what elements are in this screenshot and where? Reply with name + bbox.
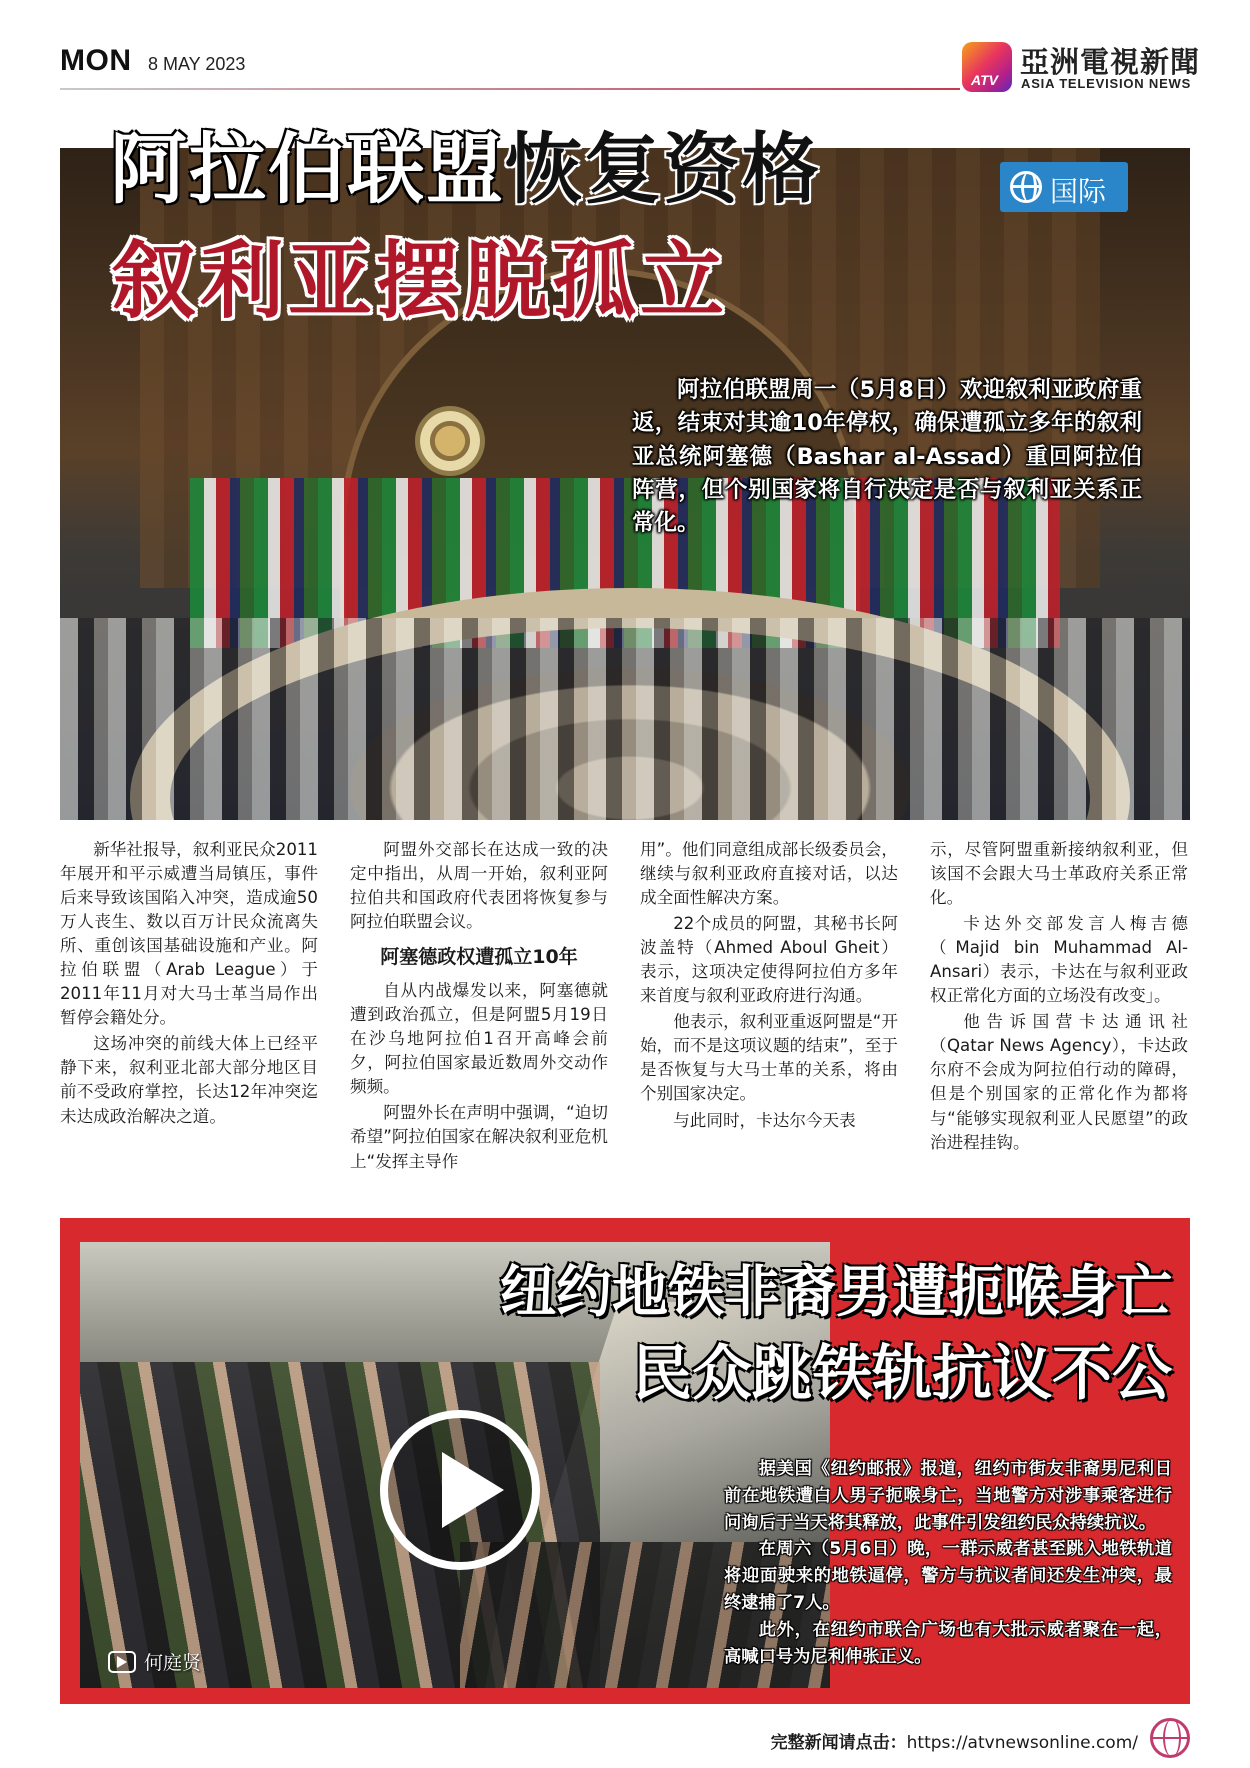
paragraph: 阿盟外交部长在达成一致的决定中指出，从周一开始，叙利亚阿拉伯共和国政府代表团将恢复参与阿拉伯联盟会议。 [350, 840, 608, 932]
photo-delegates [60, 618, 1190, 820]
article-column-1 [60, 838, 318, 1200]
footer [700, 1718, 1190, 1758]
subheading: 阿塞德政权遭孤立10年 [380, 946, 578, 969]
issue-day: MON [60, 44, 132, 77]
video-credit-name: 何庭贤 [144, 1652, 202, 1674]
headline-line2: 叙利亚摆脱孤立 [112, 232, 729, 330]
issue-date: 8 MAY 2023 [148, 54, 246, 74]
story2-headline-line1: 纽约地铁非裔男遭扼喉身亡 [500, 1260, 1172, 1325]
headline-part2: 恢复资格 [505, 126, 821, 215]
article-column-3 [640, 838, 898, 1200]
video-credit [108, 1648, 201, 1675]
globe-icon[interactable] [1150, 1718, 1190, 1758]
paragraph: 与此同时，卡达尔今天表 [673, 1110, 856, 1130]
paragraph: 22个成员的阿盟，其秘书长阿波盖特（Ahmed Aboul Gheit）表示，这项决定使得阿拉伯方多年来首度与叙利亚政府进行沟通。 [640, 914, 898, 1006]
paragraph: 卡达外交部发言人梅吉德（Majid bin Muhammad Al-Ansari）表示，卡达在与叙利亚政权正常化方面的立场没有改变」。 [930, 914, 1188, 1006]
footer-text [771, 1728, 1138, 1753]
section-badge [1000, 162, 1128, 212]
atv-logo-icon [962, 42, 1012, 92]
arab-league-emblem-icon [415, 406, 485, 476]
article-column-4 [930, 838, 1188, 1200]
article-column-2 [350, 838, 608, 1200]
story2-body [724, 1456, 1172, 1670]
paragraph: 这场冲突的前线大体上已经平静下来，叙利亚北部大部分地区目前不受政府掌控，长达12年冲突迄未达成政治解决之道。 [60, 1034, 318, 1126]
paragraph: 此外，在纽约市联合广场也有大批示威者聚在一起，高喊口号为尼利伸张正义。 [724, 1619, 1172, 1667]
paragraph: 阿盟外长在声明中强调，“迫切希望”阿拉伯国家在解决叙利亚危机上“发挥主导作 [350, 1103, 608, 1171]
article-columns [60, 838, 1190, 1200]
headline-part1: 阿拉伯联盟 [110, 126, 505, 215]
logo-mark: ATV [971, 72, 998, 88]
story-lede: 阿拉伯联盟周一（5月8日）欢迎叙利亚政府重返，结束对其逾10年停权，确保遭孤立多年的叙利亚总统阿塞德（Bashar al-Assad）重回阿拉伯阵营，但个别国家将自行决定是否与叙利亚关系正常化。 [632, 377, 1142, 537]
paragraph: 在周六（5月6日）晚，一群示威者甚至跳入地铁轨道将迎面驶来的地铁逼停，警方与抗议者间还发生冲突，最终逮捕了7人。 [724, 1539, 1172, 1613]
paragraph: 他表示，叙利亚重返阿盟是“开始，而不是这项议题的结束”，至于是否恢复与大马士革的关系，将由个别国家决定。 [640, 1012, 898, 1104]
section-label: 国际 [1050, 175, 1107, 208]
paragraph: 用”。他们同意组成部长级委员会，继续与叙利亚政府直接对话，以达成全面性解决方案。 [640, 840, 898, 908]
video-camera-icon [108, 1651, 136, 1673]
story2-headline-line2: 民众跳铁轨抗议不公 [632, 1339, 1172, 1409]
paragraph: 示，尽管阿盟重新接纳叙利亚，但该国不会跟大马士革政府关系正常化。 [930, 840, 1188, 908]
paragraph: 他告诉国营卡达通讯社（Qatar News Agency），卡达政尔府不会成为阿拉伯行动的障碍，但是个别国家的正常化作为都将与“能够实现叙利亚人民愿望”的政治进程挂钩。 [930, 1012, 1188, 1152]
logo-chinese-name: 亞洲電視新聞 [1020, 45, 1201, 79]
footer-link[interactable]: https://atvnewsonline.com/ [906, 1733, 1138, 1753]
paragraph: 据美国《纽约邮报》报道，纽约市街友非裔男尼利日前在地铁遭白人男子扼喉身亡，当地警方对涉事乘客进行问询后于当天将其释放，此事件引发纽约民众持续抗议。 [724, 1459, 1172, 1533]
play-icon[interactable] [380, 1410, 540, 1570]
logo-english-name: ASIA TELEVISION NEWS [1021, 76, 1192, 91]
headline-line1 [110, 108, 821, 219]
paragraph: 新华社报导，叙利亚民众2011年展开和平示威遭当局镇压，事件后来导致该国陷入冲突，造成逾50万人丧生、数以百万计民众流离失所、重创该国基础设施和产业。阿拉伯联盟（Arab League）于2011年11月对大马士革当局作出暂停会籍处分。 [60, 840, 318, 1028]
story2-panel [60, 1218, 1190, 1704]
paragraph: 自从内战爆发以来，阿塞德就遭到政治孤立，但是阿盟5月19日在沙乌地阿拉伯1召开高峰会前夕，阿拉伯国家最近数周外交动作频频。 [350, 981, 608, 1097]
masthead [0, 0, 1250, 100]
header-rule [60, 88, 960, 90]
globe-icon [1010, 171, 1042, 203]
footer-label: 完整新闻请点击： [770, 1733, 907, 1753]
